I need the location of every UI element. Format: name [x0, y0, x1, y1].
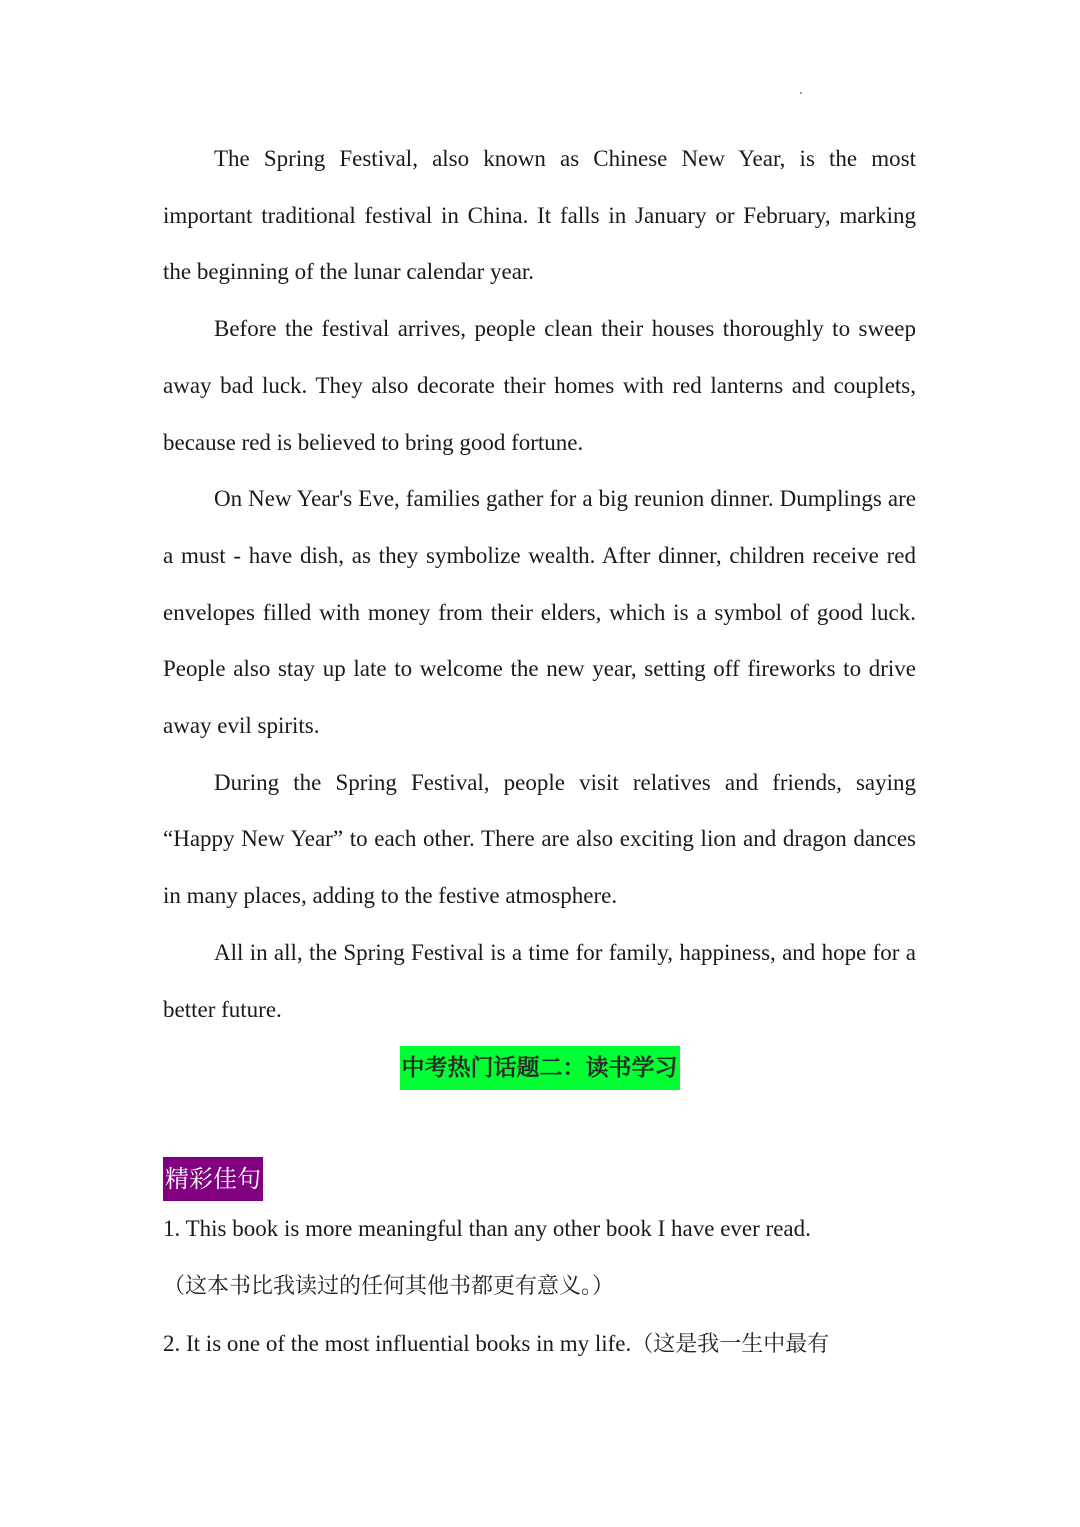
essay-paragraph-1: The Spring Festival, also known as Chinese New Year, is the most important traditional festival in China. It falls in January or February, marking the beginning of the lunar calendar year.: [163, 146, 916, 285]
sentence-2-english: 2. It is one of the most influential books in my life.: [163, 1330, 632, 1356]
sentence-2-chinese: （这是我一生中最有: [631, 1331, 830, 1357]
sentences-label-row: [163, 1098, 916, 1201]
section-heading: 中考热门话题二：读书学习: [400, 1046, 680, 1090]
sentence-1-chinese: （这本书比我读过的任何其他书都更有意义。）: [163, 1273, 615, 1299]
sentence-1-english: 1. This book is more meaningful than any other book I have ever read.: [163, 1216, 811, 1242]
page-content: [163, 131, 916, 1373]
section-heading-row: [163, 1038, 916, 1098]
sentences-label: 精彩佳句: [163, 1157, 263, 1201]
stray-dot: [800, 92, 802, 94]
essay-paragraph-3: On New Year's Eve, families gather for a big reunion dinner. Dumplings are a must - have dish, as they symbolize wealth. After dinner, children receive red envelopes filled with money from their elders, which is a symbol of good luck. People also stay up late to welcome the new year, setting off fireworks to drive away evil spirits.: [163, 486, 916, 739]
sentence-2: [163, 1316, 916, 1374]
essay-paragraph-4: During the Spring Festival, people visit relatives and friends, saying “Happy New Year” to each other. There are also exciting lion and dragon dances in many places, adding to the festive atmosphere.: [163, 769, 916, 909]
essay-paragraph-5: All in all, the Spring Festival is a time for family, happiness, and hope for a better future.: [163, 939, 916, 1022]
sentence-1: [163, 1201, 916, 1315]
essay-paragraph-2: Before the festival arrives, people clean their houses thoroughly to sweep away bad luck. They also decorate their homes with red lanterns and couplets, because red is believed to bring good fortune.: [163, 316, 916, 455]
